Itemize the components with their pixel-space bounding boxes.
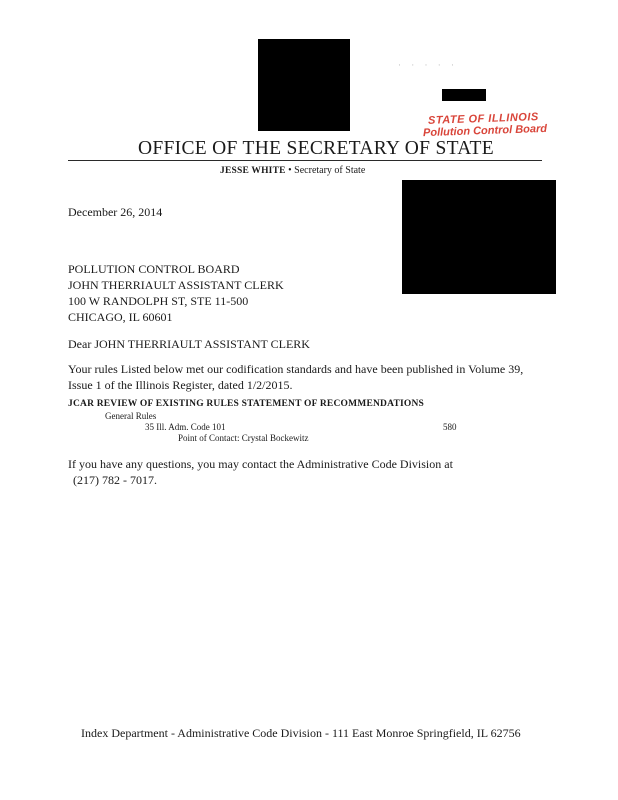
letter-date: December 26, 2014	[68, 205, 163, 219]
rule-page-number: 580	[443, 422, 457, 432]
secretary-role: Secretary of State	[294, 165, 366, 176]
received-stamp-board: Pollution Control Board	[422, 122, 548, 140]
contact-line: If you have any questions, you may contact the Administrative Code Division at	[68, 457, 453, 471]
recipient-address	[68, 261, 284, 325]
header-divider	[68, 160, 542, 161]
body-paragraph	[68, 361, 523, 393]
secretary-separator: •	[285, 165, 295, 176]
redacted-block-seal	[258, 39, 350, 131]
rule-category: General Rules	[105, 411, 157, 421]
redacted-block-stamp-date	[442, 89, 486, 101]
stamp-specks: · · · · ·	[398, 60, 458, 70]
contact-paragraph	[68, 456, 453, 488]
redacted-block-side	[402, 180, 556, 294]
address-line: CHICAGO, IL 60601	[68, 310, 173, 324]
contact-phone: (217) 782 - 7017.	[73, 473, 157, 487]
rule-code: 35 Ill. Adm. Code 101	[145, 422, 226, 432]
secretary-name: JESSE WHITE	[220, 166, 286, 176]
point-of-contact: Point of Contact: Crystal Bockewitz	[178, 433, 309, 443]
office-title: OFFICE OF THE SECRETARY OF STATE	[138, 138, 494, 159]
received-stamp-state: STATE OF ILLINOIS	[427, 111, 539, 127]
section-heading: JCAR REVIEW OF EXISTING RULES STATEMENT OF RECOMMENDATIONS	[68, 399, 425, 409]
address-line: POLLUTION CONTROL BOARD	[68, 262, 240, 276]
secretary-line	[220, 165, 365, 176]
footer-address: Index Department - Administrative Code Division - 111 East Monroe Springfield, IL 62756	[81, 726, 521, 740]
salutation: Dear JOHN THERRIAULT ASSISTANT CLERK	[68, 337, 310, 351]
body-line: Issue 1 of the Illinois Register, dated 1/2/2015.	[68, 378, 293, 392]
address-line: 100 W RANDOLPH ST, STE 11-500	[68, 294, 249, 308]
body-line: Your rules Listed below met our codification standards and have been published in Volume 39,	[68, 362, 524, 376]
address-line: JOHN THERRIAULT ASSISTANT CLERK	[68, 278, 284, 292]
